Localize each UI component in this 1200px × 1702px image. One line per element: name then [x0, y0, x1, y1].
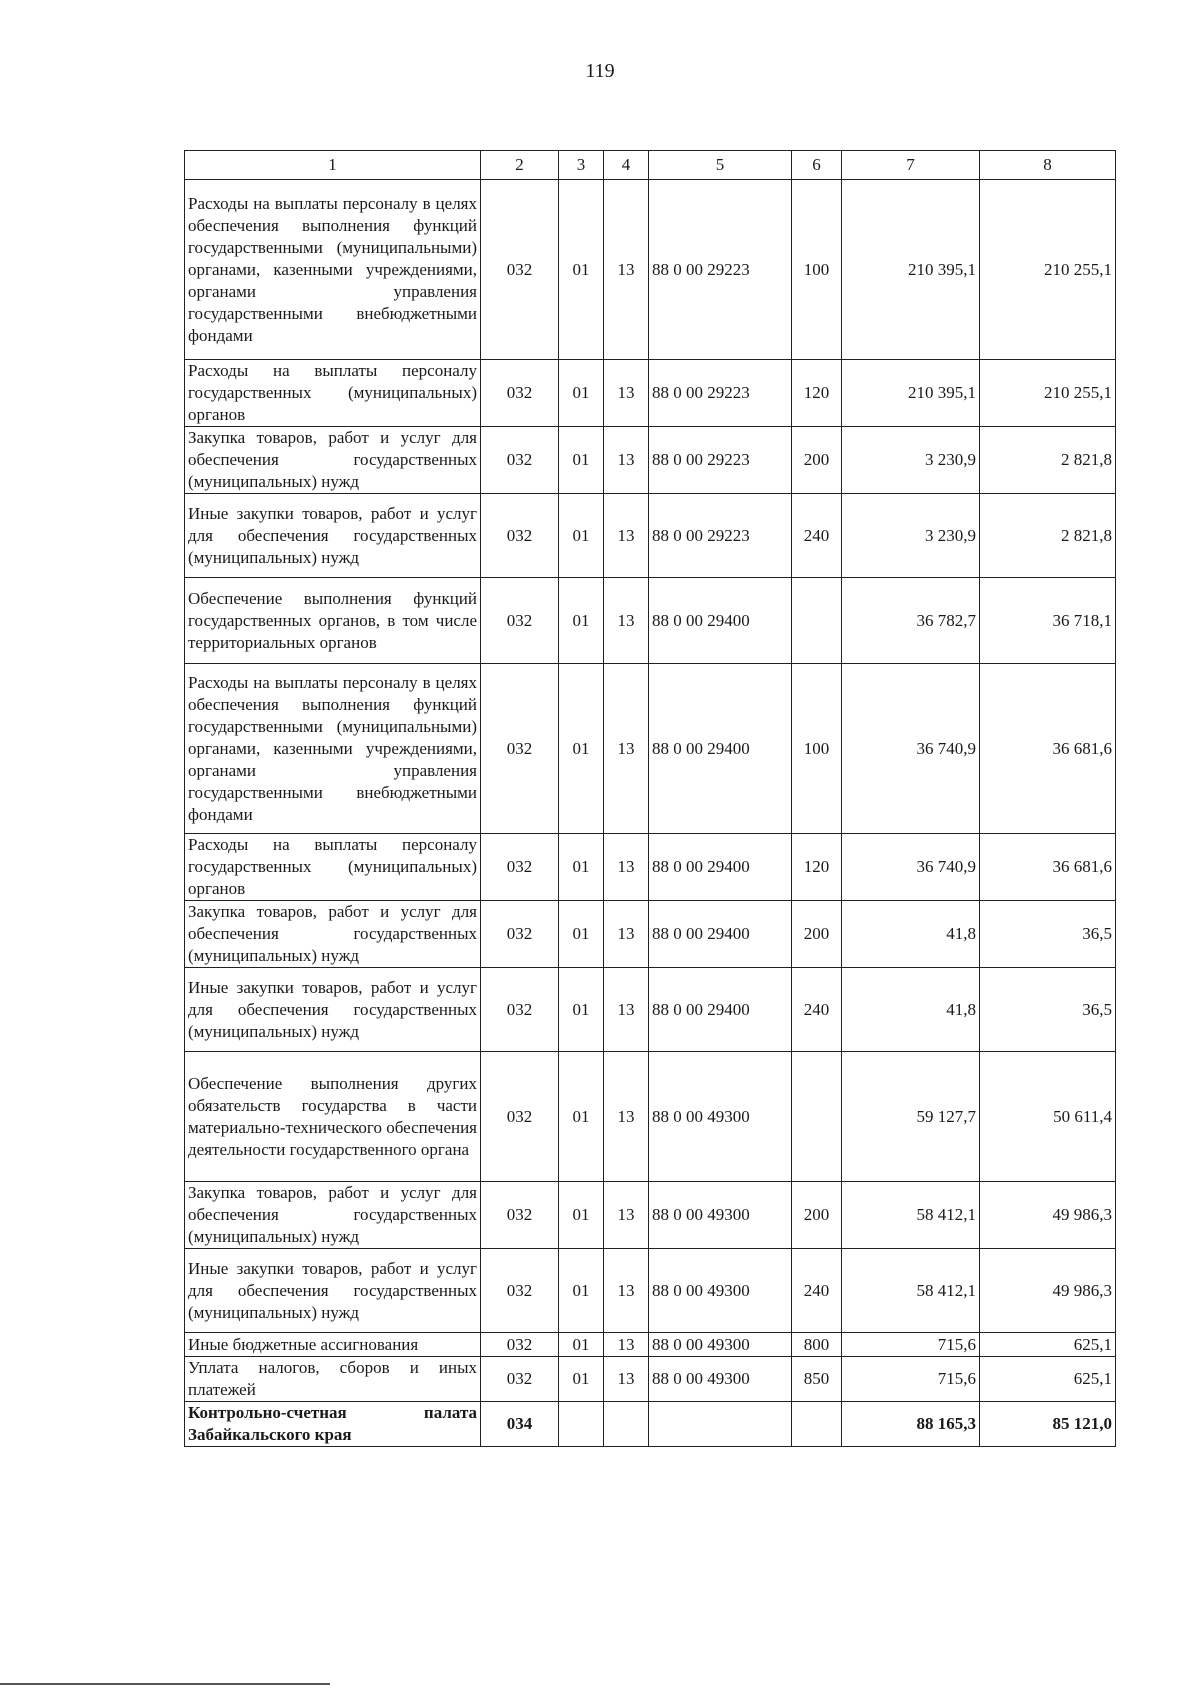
cell-amount-7: 3 230,9	[842, 494, 980, 578]
table-row	[185, 427, 1116, 494]
cell-subsection: 13	[604, 427, 649, 494]
cell-subsection: 13	[604, 1182, 649, 1249]
cell-expense-type: 850	[792, 1357, 842, 1402]
header-col-7: 7	[842, 151, 980, 180]
cell-description: Обеспечение выполнения других обязательств государства в части материально-технического обеспечения деятельности государственного органа	[185, 1052, 481, 1182]
cell-subsection: 13	[604, 1357, 649, 1402]
cell-amount-8: 210 255,1	[980, 360, 1116, 427]
cell-target-article: 88 0 00 49300	[649, 1357, 792, 1402]
cell-admin-code: 032	[481, 1052, 559, 1182]
cell-amount-7: 210 395,1	[842, 180, 980, 360]
cell-section: 01	[559, 494, 604, 578]
table-row	[185, 1402, 1116, 1447]
table-row	[185, 1249, 1116, 1333]
cell-admin-code: 032	[481, 180, 559, 360]
cell-section: 01	[559, 664, 604, 834]
table-row	[185, 1052, 1116, 1182]
table-body	[185, 180, 1116, 1447]
cell-subsection: 13	[604, 1249, 649, 1333]
cell-description: Иные закупки товаров, работ и услуг для обеспечения государственных (муниципальных) нужд	[185, 968, 481, 1052]
cell-admin-code: 034	[481, 1402, 559, 1447]
cell-target-article: 88 0 00 49300	[649, 1052, 792, 1182]
cell-amount-7: 36 782,7	[842, 578, 980, 664]
cell-target-article: 88 0 00 29400	[649, 664, 792, 834]
cell-expense-type: 240	[792, 494, 842, 578]
cell-target-article: 88 0 00 49300	[649, 1333, 792, 1357]
cell-admin-code: 032	[481, 494, 559, 578]
cell-amount-8: 625,1	[980, 1357, 1116, 1402]
cell-amount-8: 36 718,1	[980, 578, 1116, 664]
cell-target-article: 88 0 00 29223	[649, 180, 792, 360]
table-row	[185, 968, 1116, 1052]
cell-amount-8: 210 255,1	[980, 180, 1116, 360]
page-number: 119	[585, 60, 615, 82]
cell-section: 01	[559, 1249, 604, 1333]
header-col-6: 6	[792, 151, 842, 180]
cell-subsection: 13	[604, 1052, 649, 1182]
cell-description: Расходы на выплаты персоналу в целях обеспечения выполнения функций государственными (муниципальными) органами, казенными учреждениями, органами управления государственными внебюджетными фондами	[185, 180, 481, 360]
cell-amount-7: 210 395,1	[842, 360, 980, 427]
cell-section	[559, 1402, 604, 1447]
table-row	[185, 578, 1116, 664]
table-row	[185, 1182, 1116, 1249]
cell-section: 01	[559, 968, 604, 1052]
cell-target-article: 88 0 00 49300	[649, 1182, 792, 1249]
table-row	[185, 901, 1116, 968]
cell-target-article: 88 0 00 29223	[649, 494, 792, 578]
cell-amount-8: 2 821,8	[980, 494, 1116, 578]
scan-edge-line	[0, 1683, 330, 1685]
cell-amount-8: 2 821,8	[980, 427, 1116, 494]
cell-target-article: 88 0 00 29400	[649, 968, 792, 1052]
table-row	[185, 360, 1116, 427]
cell-expense-type: 240	[792, 968, 842, 1052]
cell-target-article	[649, 1402, 792, 1447]
cell-description: Иные закупки товаров, работ и услуг для обеспечения государственных (муниципальных) нужд	[185, 1249, 481, 1333]
cell-section: 01	[559, 1052, 604, 1182]
cell-section: 01	[559, 1182, 604, 1249]
cell-admin-code: 032	[481, 1333, 559, 1357]
cell-subsection: 13	[604, 968, 649, 1052]
cell-target-article: 88 0 00 29223	[649, 360, 792, 427]
cell-target-article: 88 0 00 29223	[649, 427, 792, 494]
cell-subsection: 13	[604, 360, 649, 427]
cell-section: 01	[559, 360, 604, 427]
cell-admin-code: 032	[481, 968, 559, 1052]
cell-expense-type: 120	[792, 834, 842, 901]
cell-amount-7: 58 412,1	[842, 1249, 980, 1333]
header-col-1: 1	[185, 151, 481, 180]
header-col-3: 3	[559, 151, 604, 180]
cell-amount-7: 41,8	[842, 901, 980, 968]
cell-subsection: 13	[604, 901, 649, 968]
cell-section: 01	[559, 180, 604, 360]
cell-admin-code: 032	[481, 834, 559, 901]
cell-section: 01	[559, 901, 604, 968]
cell-expense-type	[792, 1402, 842, 1447]
cell-amount-8: 36,5	[980, 901, 1116, 968]
cell-expense-type	[792, 1052, 842, 1182]
header-row	[185, 151, 1116, 180]
cell-admin-code: 032	[481, 360, 559, 427]
cell-amount-8: 49 986,3	[980, 1249, 1116, 1333]
cell-section: 01	[559, 834, 604, 901]
cell-admin-code: 032	[481, 1249, 559, 1333]
cell-amount-7: 3 230,9	[842, 427, 980, 494]
cell-description: Обеспечение выполнения функций государственных органов, в том числе территориальных органов	[185, 578, 481, 664]
table-row	[185, 180, 1116, 360]
cell-amount-8: 50 611,4	[980, 1052, 1116, 1182]
cell-expense-type: 100	[792, 664, 842, 834]
table-row	[185, 494, 1116, 578]
cell-expense-type: 200	[792, 1182, 842, 1249]
cell-description: Расходы на выплаты персоналу государственных (муниципальных) органов	[185, 360, 481, 427]
cell-target-article: 88 0 00 29400	[649, 901, 792, 968]
cell-amount-7: 59 127,7	[842, 1052, 980, 1182]
header-col-8: 8	[980, 151, 1116, 180]
cell-admin-code: 032	[481, 427, 559, 494]
cell-amount-7: 715,6	[842, 1333, 980, 1357]
budget-table	[184, 150, 1116, 1447]
cell-description: Расходы на выплаты персоналу в целях обеспечения выполнения функций государственными (муниципальными) органами, казенными учреждениями, органами управления государственными внебюджетными фондами	[185, 664, 481, 834]
cell-target-article: 88 0 00 29400	[649, 578, 792, 664]
cell-amount-7: 58 412,1	[842, 1182, 980, 1249]
cell-section: 01	[559, 1333, 604, 1357]
cell-expense-type: 200	[792, 427, 842, 494]
cell-amount-7: 715,6	[842, 1357, 980, 1402]
cell-description: Расходы на выплаты персоналу государственных (муниципальных) органов	[185, 834, 481, 901]
cell-description: Закупка товаров, работ и услуг для обеспечения государственных (муниципальных) нужд	[185, 427, 481, 494]
header-col-4: 4	[604, 151, 649, 180]
header-col-5: 5	[649, 151, 792, 180]
cell-expense-type: 200	[792, 901, 842, 968]
cell-expense-type: 120	[792, 360, 842, 427]
table-row	[185, 664, 1116, 834]
cell-subsection: 13	[604, 834, 649, 901]
cell-expense-type: 800	[792, 1333, 842, 1357]
header-col-2: 2	[481, 151, 559, 180]
cell-description: Иные закупки товаров, работ и услуг для обеспечения государственных (муниципальных) нужд	[185, 494, 481, 578]
cell-description: Иные бюджетные ассигнования	[185, 1333, 481, 1357]
cell-amount-8: 49 986,3	[980, 1182, 1116, 1249]
cell-section: 01	[559, 578, 604, 664]
cell-admin-code: 032	[481, 1357, 559, 1402]
cell-admin-code: 032	[481, 1182, 559, 1249]
cell-section: 01	[559, 427, 604, 494]
cell-subsection: 13	[604, 1333, 649, 1357]
cell-description: Контрольно-счетная палата Забайкальского края	[185, 1402, 481, 1447]
cell-amount-8: 36 681,6	[980, 834, 1116, 901]
cell-subsection: 13	[604, 494, 649, 578]
table-row	[185, 1357, 1116, 1402]
cell-expense-type	[792, 578, 842, 664]
cell-admin-code: 032	[481, 578, 559, 664]
cell-description: Уплата налогов, сборов и иных платежей	[185, 1357, 481, 1402]
cell-expense-type: 240	[792, 1249, 842, 1333]
table-row	[185, 1333, 1116, 1357]
cell-amount-7: 41,8	[842, 968, 980, 1052]
cell-subsection: 13	[604, 180, 649, 360]
cell-section: 01	[559, 1357, 604, 1402]
cell-expense-type: 100	[792, 180, 842, 360]
cell-description: Закупка товаров, работ и услуг для обеспечения государственных (муниципальных) нужд	[185, 901, 481, 968]
cell-subsection: 13	[604, 664, 649, 834]
cell-amount-8: 36 681,6	[980, 664, 1116, 834]
table-row	[185, 834, 1116, 901]
cell-target-article: 88 0 00 29400	[649, 834, 792, 901]
cell-description: Закупка товаров, работ и услуг для обеспечения государственных (муниципальных) нужд	[185, 1182, 481, 1249]
cell-amount-7: 36 740,9	[842, 834, 980, 901]
cell-subsection	[604, 1402, 649, 1447]
cell-amount-8: 85 121,0	[980, 1402, 1116, 1447]
cell-admin-code: 032	[481, 901, 559, 968]
cell-amount-7: 88 165,3	[842, 1402, 980, 1447]
cell-amount-8: 625,1	[980, 1333, 1116, 1357]
cell-amount-7: 36 740,9	[842, 664, 980, 834]
cell-admin-code: 032	[481, 664, 559, 834]
cell-amount-8: 36,5	[980, 968, 1116, 1052]
cell-target-article: 88 0 00 49300	[649, 1249, 792, 1333]
cell-subsection: 13	[604, 578, 649, 664]
